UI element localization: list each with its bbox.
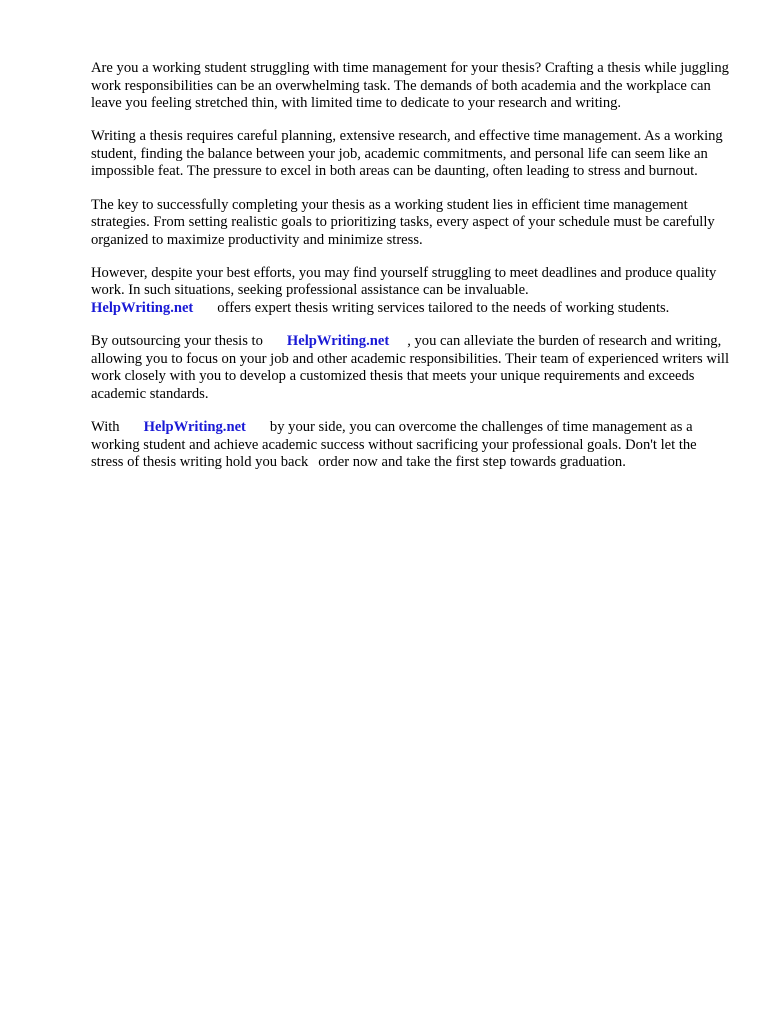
document-body <box>91 60 731 487</box>
helpwriting-link-2[interactable]: HelpWriting.net <box>286 333 390 350</box>
paragraph-closing <box>91 419 731 472</box>
paragraph-assistance-after: offers expert thesis writing services tailored to the needs of working students. <box>217 300 670 317</box>
paragraph-strategies: The key to successfully completing your thesis as a working student lies in efficient time management strategies. From setting realistic goals to prioritizing tasks, every aspect of your schedule must be carefully organized to maximize productivity and minimize stress. <box>91 196 715 248</box>
paragraph-assistance <box>91 265 731 318</box>
paragraph-outsourcing <box>91 333 731 403</box>
order-now-text: order now and take the first step towards graduation. <box>318 454 626 471</box>
paragraph-assistance-text: However, despite your best efforts, you may find yourself struggling to meet deadlines and produce quality work. In such situations, seeking professional assistance can be invaluable. <box>91 264 717 299</box>
paragraph-intro: Are you a working student struggling with time management for your thesis? Crafting a thesis while juggling work responsibilities can be an overwhelming task. The demands of both academia and the workplace can leave you feeling stretched thin, with limited time to dedicate to your research and writing. <box>91 60 729 112</box>
paragraph-closing-before: With <box>91 419 120 435</box>
paragraph-outsourcing-after: , you can alleviate the burden of research and writing, allowing you to focus on your job and other academic responsibilities. Their team of experienced writers will work closely with you to develop a customized thesis that meets your unique requirements and exceeds academic standards. <box>91 333 730 402</box>
paragraph-planning: Writing a thesis requires careful planning, extensive research, and effective time management. As a working student, finding the balance between your job, academic commitments, and personal life can seem like an impossible feat. The pressure to excel in both areas can be daunting, often leading to stress and burnout. <box>91 128 723 180</box>
paragraph-closing-after: by your side, you can overcome the challenges of time management as a working student and achieve academic success without sacrificing your professional goals. Don't let the stress of thesis writing hold you back <box>91 419 697 471</box>
helpwriting-link-3[interactable]: HelpWriting.net <box>143 419 246 435</box>
helpwriting-link-1[interactable]: HelpWriting.net <box>91 300 194 317</box>
paragraph-outsourcing-before: By outsourcing your thesis to <box>91 333 263 350</box>
